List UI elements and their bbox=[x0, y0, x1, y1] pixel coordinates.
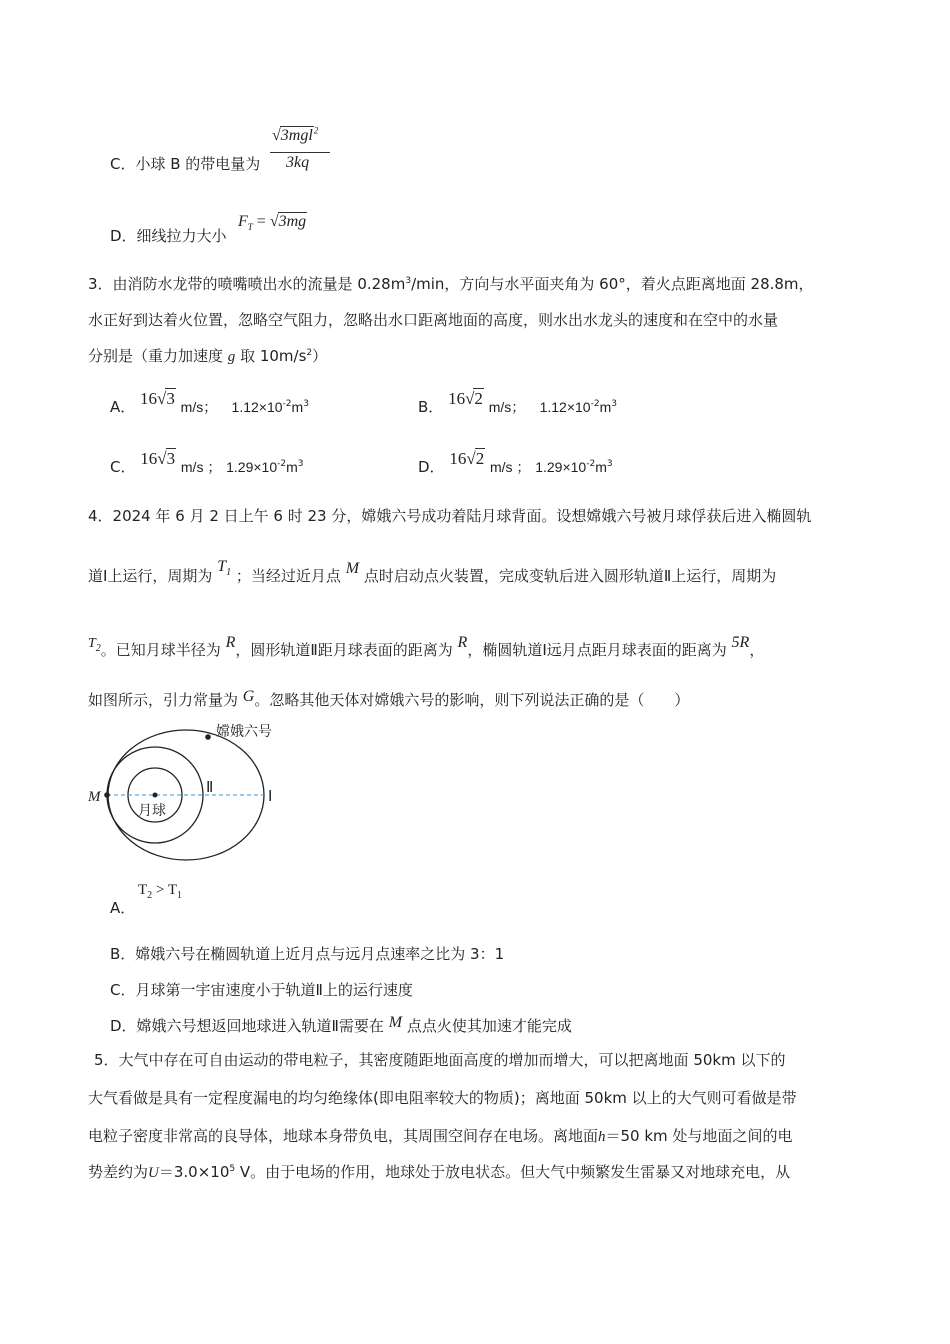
q3-option-b: B． 16√2 m/s； $1.12\times 10^{-2}m^3$ bbox=[418, 389, 617, 416]
q2-option-d bbox=[110, 226, 227, 246]
q2-option-c-fraction: √3mgl$^2$ 3kq bbox=[270, 126, 332, 176]
q4-stem-line1: 4．2024 年 6 月 2 日上午 6 时 23 分，嫦娥六号成功着陆月球背面。设想嫦娥六号被月球俘获后进入椭圆轨 bbox=[88, 507, 812, 525]
moon-center-dot bbox=[153, 793, 158, 798]
q5-stem-line2: 大气看做是具有一定程度漏电的均匀绝缘体(即电阻率较大的物质)；离地面 50km 以上的大气则可看做是带 bbox=[88, 1089, 797, 1107]
probe-dot bbox=[205, 734, 211, 740]
q2-option-c bbox=[110, 154, 260, 174]
orbit-1-label: Ⅰ bbox=[268, 789, 273, 805]
orbit-diagram bbox=[84, 716, 294, 866]
q3-option-d: D． 16√2 m/s ； $1.29\times 10^{-2}m^3$ bbox=[418, 449, 613, 476]
q4-stem-line4: 如图所示，引力常量为 G。忽略其他天体对嫦娥六号的影响，则下列说法正确的是（ ） bbox=[88, 688, 690, 709]
q4-option-b: B．嫦娥六号在椭圆轨道上近月点与远月点速率之比为 3：1 bbox=[110, 945, 505, 963]
q3-stem-line2: 水正好到达着火位置，忽略空气阻力，忽略出水口距离地面的高度，则水出水龙头的速度和在空中的水量 bbox=[88, 311, 779, 329]
orbit-2-label: Ⅱ bbox=[206, 780, 214, 796]
q4-stem-line2: 道Ⅰ上运行，周期为 $T_1$ ；当经过近月点 M 点时启动点火装置，完成变轨后进入圆形轨道Ⅱ上运行，周期为 bbox=[88, 558, 777, 585]
probe-label: 嫦娥六号 bbox=[216, 724, 272, 740]
q4-option-a-formula: $T_2 > T_1$ bbox=[138, 882, 183, 901]
point-m-dot bbox=[104, 792, 110, 798]
q3-option-a: A． 16√3 m/s； $1.12\times 10^{-2}m^3$ bbox=[110, 389, 309, 416]
q4-option-d: D．嫦娥六号想返回地球进入轨道Ⅱ需要在 M 点点火使其加速才能完成 bbox=[110, 1014, 572, 1035]
q2-c-numerator: 3mgl bbox=[280, 127, 313, 144]
fraction-bar bbox=[270, 152, 330, 153]
q2-option-c-text: C．小球 B 的带电量为 bbox=[110, 155, 261, 173]
q4-stem-line3: $T_2$。已知月球半径为 R，圆形轨道Ⅱ距月球表面的距离为 R，椭圆轨道Ⅰ远月点距月球表面的距离为 5R， bbox=[88, 634, 765, 659]
q2-option-d-text: D．细线拉力大小 bbox=[110, 227, 227, 245]
q3-option-c: C． 16√3 m/s ； $1.29\times 10^{-2}m^3$ bbox=[110, 449, 304, 476]
point-m-label: M bbox=[88, 789, 101, 805]
q2-option-d-formula: $F_T = √3mg$ bbox=[238, 213, 307, 233]
q5-stem-line1: 5．大气中存在可自由运动的带电粒子，其密度随距地面高度的增加而增大，可以把离地面 50km 以下的 bbox=[94, 1051, 786, 1069]
q3-stem-line1: 3．由消防水龙带的喷嘴喷出水的流量是 $0.28m^3/\min$，方向与水平面夹角为 60°，着火点距离地面 28.8m， bbox=[88, 275, 814, 293]
q5-stem-line3: 电粒子密度非常高的良导体，地球本身带负电，其周围空间存在电场。离地面h＝50 km 处与地面之间的电 bbox=[88, 1127, 793, 1145]
moon-label: 月球 bbox=[138, 803, 166, 819]
q5-stem-line4: 势差约为$U=3.0\times 10^5$ V。由于电场的作用，地球处于放电状态。但大气中频繁发生雷暴又对地球充电，从 bbox=[88, 1163, 791, 1181]
q3-stem-line3: 分别是（重力加速度 g 取 $10m/s^2$） bbox=[88, 347, 328, 365]
q4-option-c: C．月球第一宇宙速度小于轨道Ⅱ上的运行速度 bbox=[110, 981, 413, 999]
q2-c-denominator: 3kq bbox=[286, 154, 310, 171]
q4-option-a: A． bbox=[110, 899, 136, 917]
